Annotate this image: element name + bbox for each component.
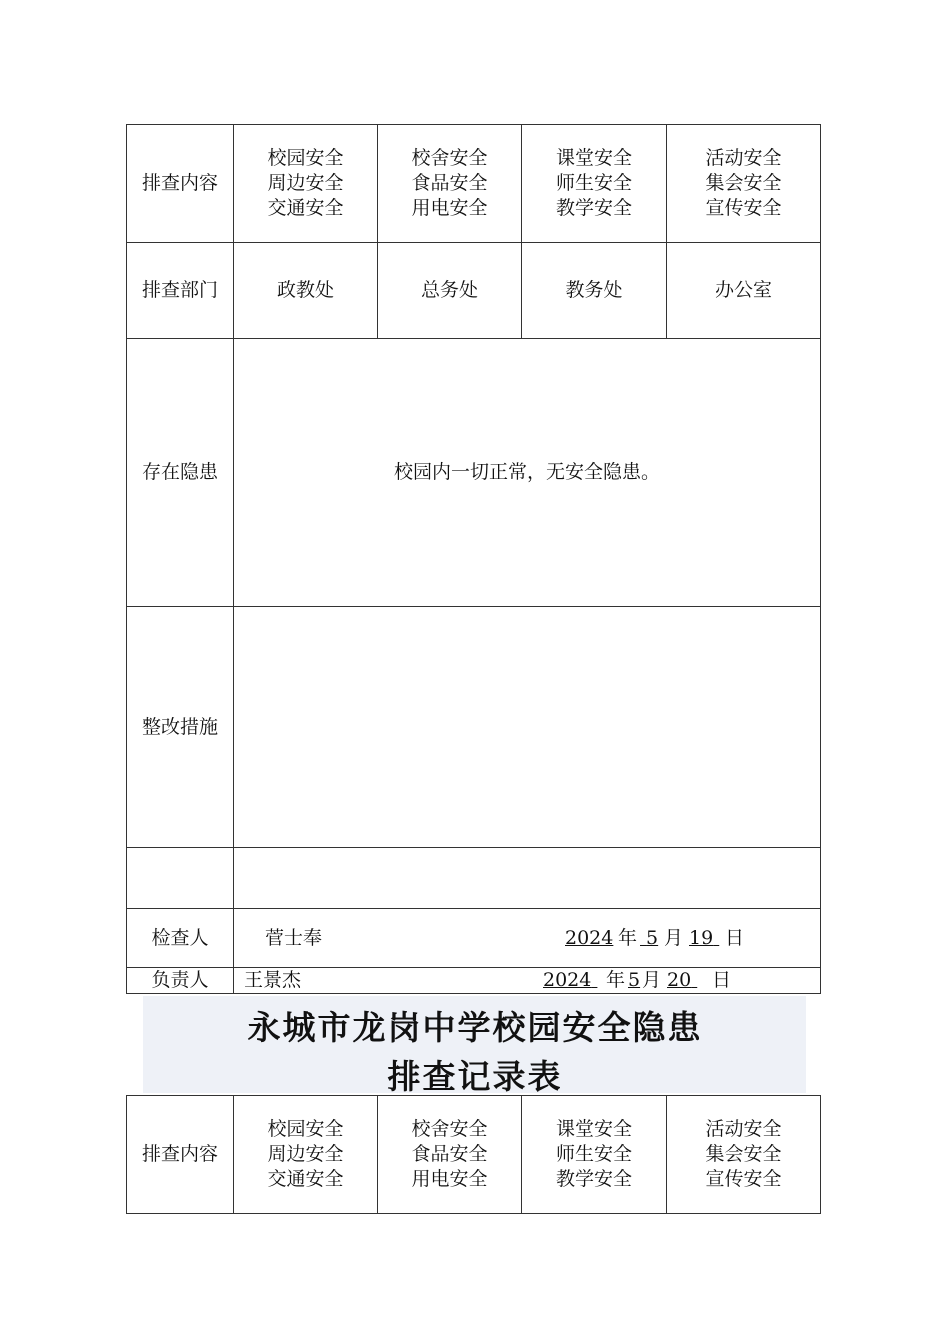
- blank-cell: [127, 848, 234, 909]
- content-row: [127, 1096, 821, 1214]
- hazard-row: [127, 339, 821, 607]
- content-label: 排查内容: [127, 1096, 234, 1214]
- content-item: 校舍安全: [411, 1118, 488, 1140]
- content-item: 宣传安全: [705, 197, 782, 219]
- content-item: 师生安全: [555, 172, 632, 194]
- content-cell-4: [667, 1096, 821, 1214]
- dept-cell: 总务处: [378, 243, 522, 339]
- inspector-day: 19: [689, 927, 714, 949]
- content-item: 校舍安全: [411, 147, 488, 169]
- content-item: 课堂安全: [555, 147, 632, 169]
- content-item: 教学安全: [555, 1168, 632, 1190]
- content-item: 周边安全: [267, 172, 344, 194]
- content-cell-3: [522, 125, 667, 243]
- content-cell-1: [234, 1096, 378, 1214]
- responsible-label: 负责人: [127, 968, 234, 994]
- dept-cell: 办公室: [667, 243, 821, 339]
- hazard-label: 存在隐患: [127, 339, 234, 607]
- inspector-date: 2024: [565, 927, 614, 949]
- inspection-table-page2: [126, 1095, 821, 1214]
- measures-row: [127, 607, 821, 848]
- blank-row: [127, 848, 821, 909]
- content-item: 交通安全: [267, 197, 344, 219]
- content-item: 食品安全: [411, 172, 488, 194]
- content-item: 活动安全: [705, 1118, 782, 1140]
- content-cell-4: [667, 125, 821, 243]
- content-item: 教学安全: [555, 197, 632, 219]
- measures-label: 整改措施: [127, 607, 234, 848]
- inspector-name: 菅士奉: [265, 927, 323, 949]
- responsible-month: 5: [628, 969, 641, 991]
- hazard-text: 校园内一切正常，无安全隐患。: [234, 339, 821, 607]
- content-item: 交通安全: [267, 1168, 344, 1190]
- dept-cell: 政教处: [234, 243, 378, 339]
- inspector-day-unit: 日: [725, 927, 745, 949]
- inspector-month: 5: [646, 927, 659, 949]
- content-item: 用电安全: [411, 1168, 488, 1190]
- responsible-day-unit: 日: [712, 969, 732, 991]
- form-title: 永城市龙岗中学校园安全隐患: [247, 1008, 703, 1047]
- dept-label: 排查部门: [127, 243, 234, 339]
- responsible-year-unit: 年: [606, 969, 626, 991]
- content-item: 师生安全: [555, 1143, 632, 1165]
- content-row: [127, 125, 821, 243]
- inspector-row: [127, 909, 821, 968]
- responsible-cell: [234, 968, 821, 994]
- content-item: 集会安全: [705, 172, 782, 194]
- measures-text: [234, 607, 821, 848]
- inspector-label: 检查人: [127, 909, 234, 968]
- content-cell-2: [378, 1096, 522, 1214]
- responsible-month-unit: 月: [642, 969, 662, 991]
- inspector-cell: [234, 909, 821, 968]
- dept-row: [127, 243, 821, 339]
- content-item: 校园安全: [267, 1118, 344, 1140]
- content-item: 食品安全: [411, 1143, 488, 1165]
- inspector-month-unit: 月: [664, 927, 684, 949]
- content-cell-2: [378, 125, 522, 243]
- content-item: 活动安全: [705, 147, 782, 169]
- content-cell-1: [234, 125, 378, 243]
- content-item: 宣传安全: [705, 1168, 782, 1190]
- dept-cell: 教务处: [522, 243, 667, 339]
- content-label: 排查内容: [127, 125, 234, 243]
- content-cell-3: [522, 1096, 667, 1214]
- responsible-day: 20: [667, 969, 692, 991]
- content-item: 集会安全: [705, 1143, 782, 1165]
- responsible-row: [127, 968, 821, 994]
- inspector-year-unit: 年: [618, 927, 638, 949]
- content-item: 周边安全: [267, 1143, 344, 1165]
- inspection-table-page1: [126, 124, 821, 994]
- responsible-name: 王景杰: [244, 969, 302, 991]
- blank-cell: [234, 848, 821, 909]
- content-item: 用电安全: [411, 197, 488, 219]
- form-subtitle: 排查记录表: [387, 1057, 563, 1096]
- content-item: 课堂安全: [555, 1118, 632, 1140]
- responsible-year: 2024: [543, 969, 592, 991]
- content-item: 校园安全: [267, 147, 344, 169]
